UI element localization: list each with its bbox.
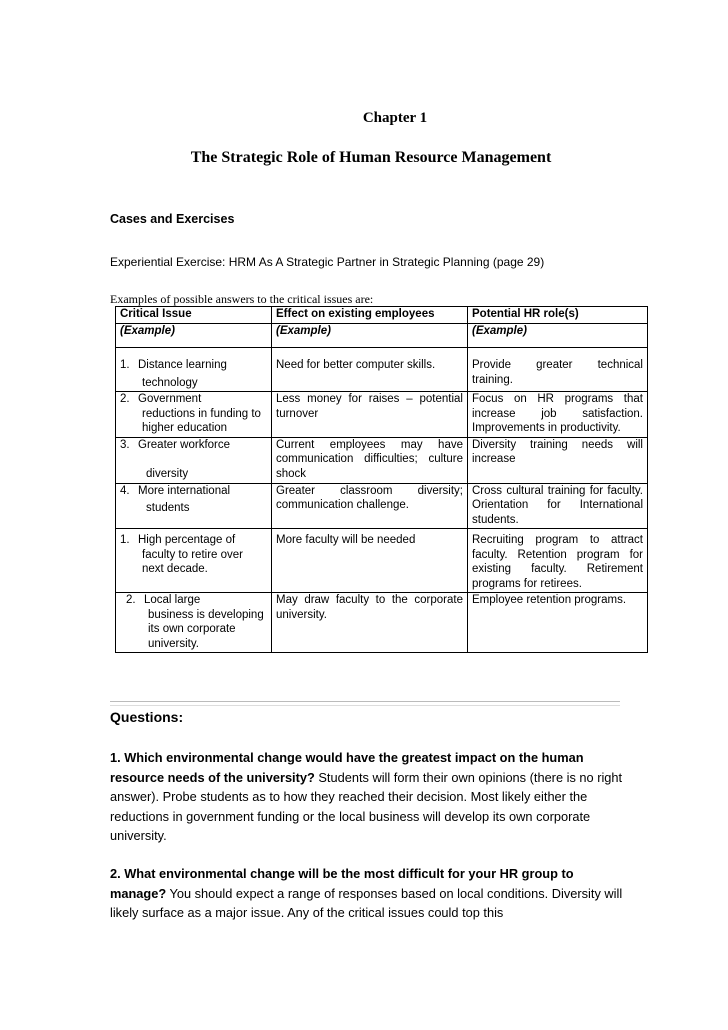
issue-line: Local large — [144, 594, 201, 606]
issue-continuation: diversity — [146, 468, 189, 480]
example-cell: (Example) — [116, 323, 272, 348]
issue-cell — [116, 593, 272, 653]
effect-cell: More faculty will be needed — [272, 529, 468, 593]
role-cell: Recruiting program to attract faculty. Retention program for existing faculty. Retirement programs for retirees. — [468, 529, 648, 593]
issue-line: High percentage of — [138, 534, 236, 546]
question-1 — [110, 748, 625, 846]
issue-cell — [116, 437, 272, 483]
table-row — [116, 529, 648, 593]
effect-cell: Need for better computer skills. — [272, 348, 468, 392]
row-number: 2. — [126, 594, 136, 606]
critical-issues-table — [115, 306, 648, 653]
issue-continuation: reductions in funding to higher education — [142, 407, 261, 434]
document-title: The Strategic Role of Human Resource Management — [190, 149, 552, 166]
table-row — [116, 437, 648, 483]
row-number: 2. — [120, 393, 130, 405]
question-1-prompt: 1. Which environmental change would have the greatest impact on the human resource needs of the university? — [110, 750, 584, 785]
effect-cell: Current employees may have communication difficulties; culture shock — [272, 437, 468, 483]
header-hr-role: Potential HR role(s) — [468, 307, 648, 324]
table-row — [116, 593, 648, 653]
issue-continuation: technology — [142, 376, 198, 389]
issue-line: Government — [138, 393, 202, 405]
chapter-heading: Chapter 1 — [362, 110, 428, 126]
issue-line: Distance learning — [138, 359, 227, 371]
question-1-answer: Students will form their own opinions (there is no right answer). Probe students as to how they reached their decision. Most likely either the reductions in government funding or the local business will develop its own corporate university. — [110, 769, 623, 843]
exercise-title: Experiential Exercise: HRM As A Strategic Partner in Strategic Planning (page 29) — [110, 255, 545, 269]
section-divider — [110, 701, 620, 706]
row-number: 3. — [120, 438, 130, 451]
role-cell: Cross cultural training for faculty. Orientation for International students. — [468, 483, 648, 529]
role-cell: Provide greater technical training. — [468, 348, 648, 392]
effect-cell: Less money for raises – potential turnover — [272, 392, 468, 438]
role-cell: Focus on HR programs that increase job satisfaction. Improvements in productivity. — [468, 392, 648, 438]
table-intro: Examples of possible answers to the critical issues are: — [110, 292, 374, 306]
table-row — [116, 392, 648, 438]
issue-continuation: students — [146, 502, 190, 514]
table-header-row — [116, 307, 648, 324]
row-number: 1. — [120, 534, 130, 546]
row-number: 4. — [120, 484, 130, 497]
questions-heading: Questions: — [110, 709, 184, 725]
table-example-row — [116, 323, 648, 348]
issue-cell — [116, 392, 272, 438]
effect-cell: May draw faculty to the corporate university. — [272, 593, 468, 653]
issue-cell — [116, 529, 272, 593]
table-row — [116, 348, 648, 392]
effect-cell: Greater classroom diversity; communication challenge. — [272, 483, 468, 529]
issue-cell — [116, 348, 272, 392]
issue-cell — [116, 483, 272, 529]
role-cell: Employee retention programs. — [468, 593, 648, 653]
issue-line: Greater workforce — [138, 438, 231, 451]
table-row — [116, 483, 648, 529]
header-critical-issue: Critical Issue — [116, 307, 272, 324]
issue-continuation: faculty to retire over next decade. — [142, 548, 243, 575]
question-2-answer: You should expect a range of responses based on local conditions. Diversity will likely surface as a major issue. Any of the critical issues could top this — [110, 885, 623, 920]
question-2-prompt: 2. What environmental change will be the most difficult for your HR group to manage? — [110, 866, 574, 901]
section-heading: Cases and Exercises — [110, 212, 235, 226]
role-cell: Diversity training needs will increase — [468, 437, 648, 483]
header-effect: Effect on existing employees — [272, 307, 468, 324]
question-2 — [110, 864, 625, 923]
issue-line: More international — [138, 484, 231, 497]
example-cell: (Example) — [272, 323, 468, 348]
row-number: 1. — [120, 359, 130, 371]
example-cell: (Example) — [468, 323, 648, 348]
issue-continuation: business is developing its own corporate university. — [148, 608, 264, 650]
